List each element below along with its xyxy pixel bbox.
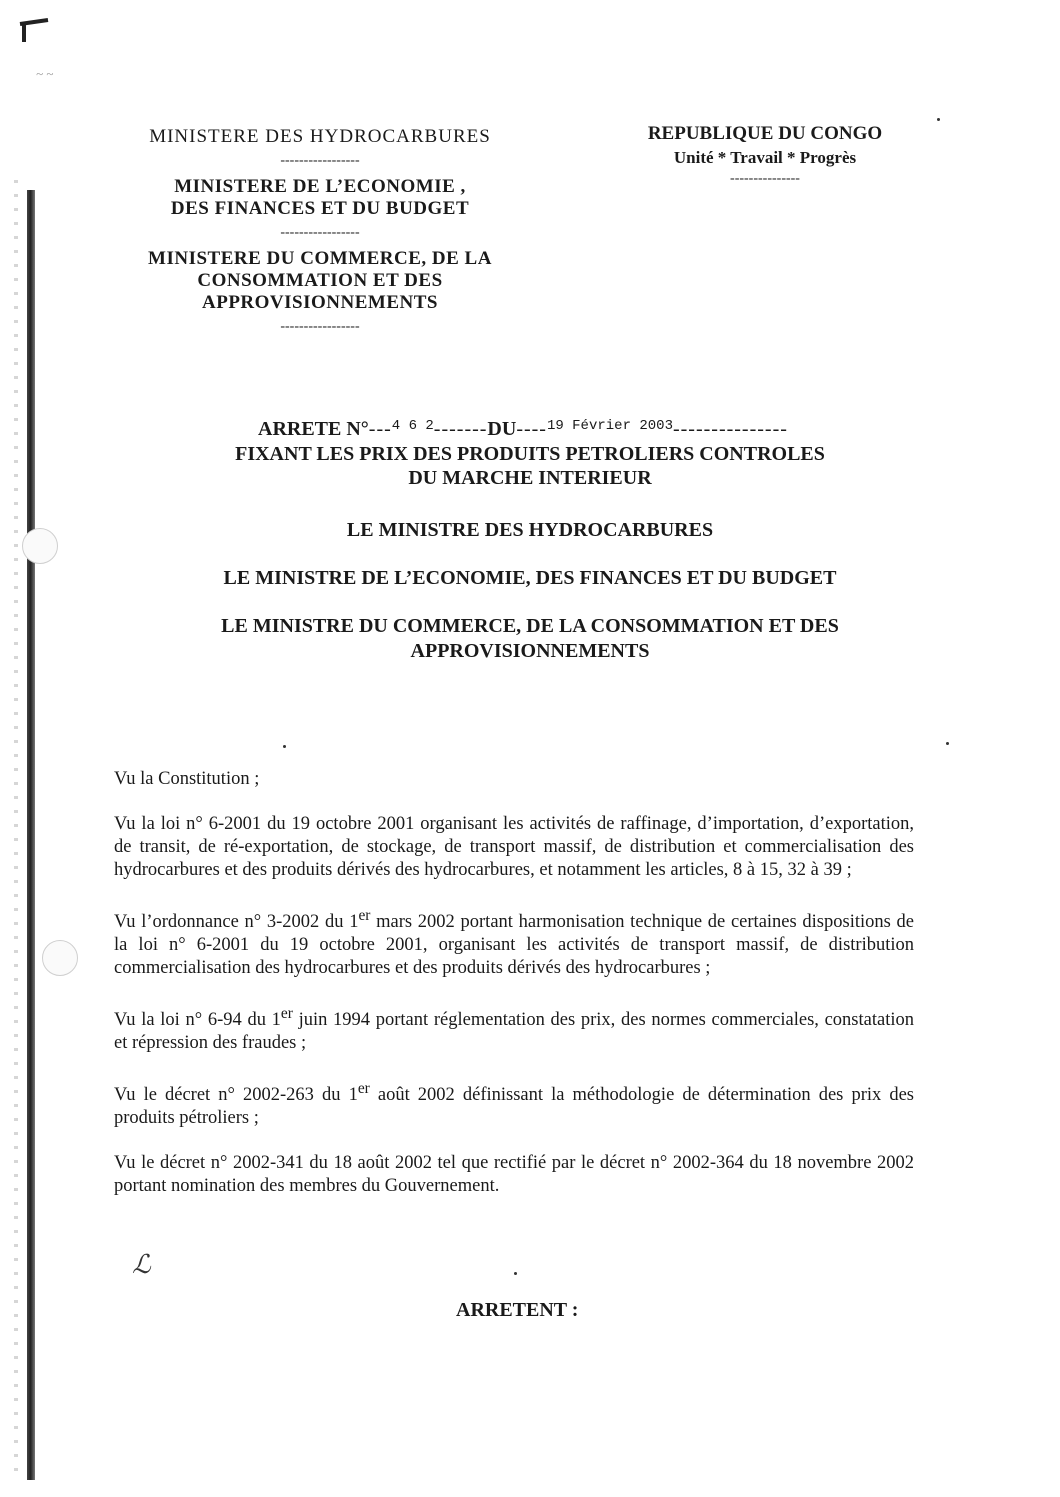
ministries-header (100, 126, 540, 342)
country-name: REPUBLIQUE DU CONGO (647, 123, 883, 144)
national-motto: Unité * Travail * Progrès (673, 148, 857, 167)
arrete-title-line2: DU MARCHE INTERIEUR (408, 467, 652, 489)
separator: ----------------- (280, 319, 360, 334)
arrete-date: 19 Février 2003 (546, 418, 673, 434)
minister-hydrocarbures: LE MINISTRE DES HYDROCARBURES (346, 519, 714, 541)
visas-section (114, 768, 914, 1220)
minister-commerce (150, 614, 910, 664)
visa-loi-6-2001: Vu la loi n° 6-2001 du 19 octobre 2001 organisant les activités de raffinage, d’importation, d’exportation, de transit, de ré-exportation, de stockage, de transport massif, de distribution et commercialisation des hydrocarbures et des produits dérivés des hydrocarbures, et notamment les articles, 8 à 15, 32 à 39 ; (114, 814, 914, 880)
scan-speck (946, 742, 949, 745)
minister-economie: LE MINISTRE DE L’ECONOMIE, DES FINANCES ET DU BUDGET (223, 567, 837, 589)
minister-commerce-line1: LE MINISTRE DU COMMERCE, DE LA CONSOMMATION ET DES (221, 615, 839, 637)
scan-binding-edge (27, 190, 35, 1480)
ministry-economie-line1: MINISTERE DE L’ECONOMIE , (174, 176, 466, 197)
separator: ----------------- (280, 153, 360, 168)
visa-constitution: Vu la Constitution ; (114, 769, 260, 789)
punch-hole-top (22, 528, 58, 564)
visa-text: Vu la loi n° 6-94 du 1 (114, 1010, 281, 1031)
separator: --------------- (730, 171, 800, 186)
visa-decret-2002-341: Vu le décret n° 2002-341 du 18 août 2002 tel que rectifié par le décret n° 2002-364 du 18 novembre 2002 portant nomination des membres du Gouvernement. (114, 1153, 914, 1197)
arrete-title-line1: FIXANT LES PRIX DES PRODUITS PETROLIERS CONTROLES (235, 443, 825, 465)
ministry-commerce-line2: CONSOMMATION ET DES (197, 270, 443, 291)
separator: ----------------- (280, 225, 360, 240)
visa-text: août 2002 définissant la méthodologie de détermination des prix des produits pétroliers ; (114, 1085, 915, 1129)
arrete-number-line: ARRETE N°---$^{4 6 2}$-------DU----$^{19 Février 2003}$--------------- (258, 418, 788, 440)
visa-text: Vu le décret n° 2002-263 du 1 (114, 1085, 358, 1106)
arretent-heading: ARRETENT : (456, 1299, 579, 1321)
punch-hole-bottom (42, 940, 78, 976)
arrete-title (150, 440, 910, 490)
visa-loi-6-94 (114, 1002, 914, 1055)
superscript: er (357, 1080, 370, 1098)
scan-speck (937, 118, 940, 121)
visa-text: juin 1994 portant réglementation des prix, des normes commerciales, constatation et répression des fraudes ; (114, 1010, 914, 1054)
arrete-number: 4 6 2 (391, 418, 434, 434)
arrete-label: ARRETE N° (258, 418, 369, 440)
republic-header (600, 122, 930, 194)
staple-mark-icon (18, 18, 52, 44)
visa-text: mars 2002 portant harmonisation technique de certaines dispositions de la loi n° 6-2001 du 19 octobre 2001, organisant les activités de transport massif, de distribution commercialisation des hydrocarbures et des produits dérivés des hydrocarbures ; (114, 912, 914, 979)
du-label: DU (487, 418, 517, 440)
superscript: er (358, 907, 371, 924)
scan-speck (514, 1272, 517, 1275)
scan-binding-dots (14, 180, 18, 1480)
ministry-commerce-line3: APPROVISIONNEMENTS (202, 292, 438, 313)
visa-ordonnance-3-2002 (114, 904, 914, 980)
visa-decret-2002-263 (114, 1077, 914, 1130)
visa-text: Vu l’ordonnance n° 3-2002 du 1 (114, 912, 359, 933)
ministry-economie-line2: DES FINANCES ET DU BUDGET (170, 198, 470, 219)
ministry-hydrocarbures: MINISTERE DES HYDROCARBURES (149, 126, 491, 147)
ministry-commerce-line1: MINISTERE DU COMMERCE, DE LA (148, 248, 492, 269)
superscript: er (280, 1005, 293, 1023)
margin-scribble: ~ ~ (36, 66, 54, 81)
minister-commerce-line2: APPROVISIONNEMENTS (410, 640, 650, 662)
handwritten-initials: ℒ (132, 1250, 151, 1279)
scan-speck (283, 745, 286, 748)
